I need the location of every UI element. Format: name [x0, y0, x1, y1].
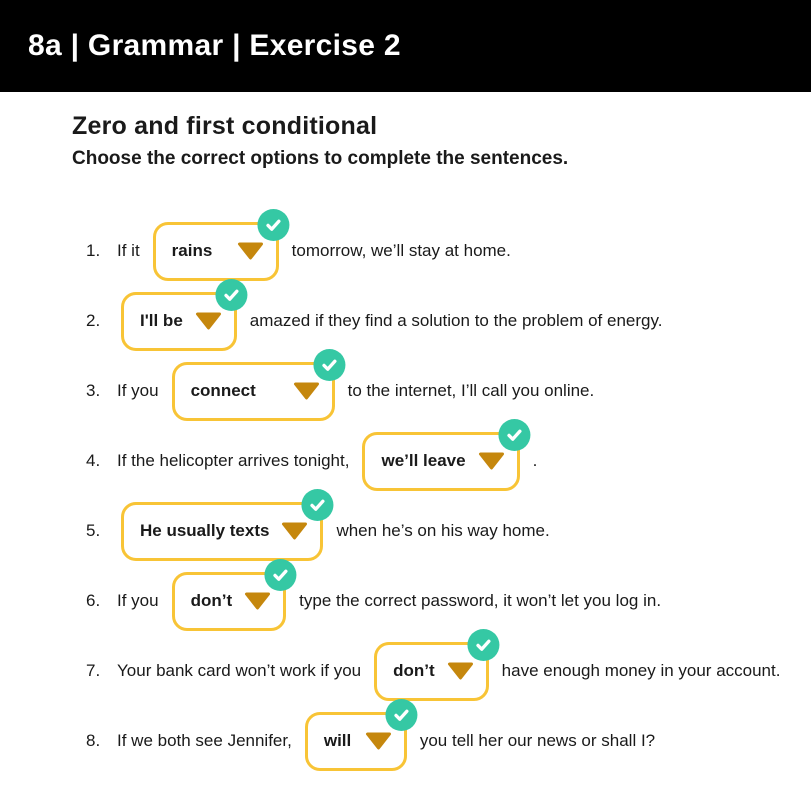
- question-row: [86, 496, 811, 566]
- exercise-content: [0, 92, 811, 776]
- question-number: 8.: [86, 731, 101, 750]
- answer-label: we’ll leave: [381, 451, 466, 470]
- dropdown-arrow-icon: [281, 522, 308, 540]
- sentence-post-text: when he’s on his way home.: [336, 521, 550, 540]
- question-number: 3.: [86, 381, 101, 400]
- check-icon: [221, 285, 241, 305]
- page-title: Zero and first conditional: [72, 112, 378, 140]
- dropdown-arrow-icon: [478, 452, 505, 470]
- question-number: 5.: [86, 521, 101, 540]
- sentence-pre-text: If you: [117, 381, 159, 400]
- question-row: [86, 426, 811, 496]
- sentence-pre-text: Your bank card won’t work if you: [117, 661, 362, 680]
- correct-badge: [313, 349, 345, 381]
- sentence-pre-text: If you: [117, 591, 159, 610]
- check-icon: [308, 495, 328, 515]
- correct-badge: [385, 699, 417, 731]
- check-icon: [473, 635, 493, 655]
- answer-dropdown[interactable]: [121, 502, 323, 561]
- dropdown-arrow-icon: [237, 242, 264, 260]
- correct-badge: [257, 209, 289, 241]
- question-row: [86, 286, 811, 356]
- question-row: [86, 636, 811, 706]
- check-icon: [504, 425, 524, 445]
- check-icon: [271, 565, 291, 585]
- instructions-text: Choose the correct options to complete the sentences.: [72, 148, 569, 169]
- question-number: 4.: [86, 451, 101, 470]
- header-title: 8a | Grammar | Exercise 2: [28, 29, 401, 62]
- dropdown-arrow-icon: [365, 732, 392, 750]
- sentence-post-text: to the internet, I’ll call you online.: [347, 381, 595, 400]
- question-number: 7.: [86, 661, 101, 680]
- header-bar: [0, 0, 811, 92]
- correct-badge: [302, 489, 334, 521]
- question-number: 6.: [86, 591, 101, 610]
- sentence-pre-text: If the helicopter arrives tonight,: [117, 451, 350, 470]
- sentence-post-text: you tell her our news or shall I?: [419, 731, 656, 750]
- check-icon: [391, 705, 411, 725]
- answer-dropdown[interactable]: [374, 642, 489, 701]
- question-row: [86, 356, 811, 426]
- sentence-post-text: have enough money in your account.: [501, 661, 781, 680]
- sentence-post-text: tomorrow, we’ll stay at home.: [291, 241, 511, 260]
- question-number: 1.: [86, 241, 101, 260]
- answer-label: I'll be: [140, 311, 183, 330]
- dropdown-arrow-icon: [244, 592, 271, 610]
- question-row: [86, 216, 811, 286]
- dropdown-arrow-icon: [195, 312, 222, 330]
- answer-label: don’t: [393, 661, 435, 680]
- sentence-post-text: type the correct password, it won’t let you log in.: [299, 591, 662, 610]
- correct-badge: [498, 419, 530, 451]
- answer-label: don’t: [190, 591, 233, 610]
- question-row: [86, 706, 811, 776]
- dropdown-arrow-icon: [447, 662, 474, 680]
- dropdown-arrow-icon: [293, 382, 320, 400]
- answer-label: will: [323, 731, 352, 750]
- question-row: [86, 566, 811, 636]
- sentence-post-text: amazed if they find a solution to the problem of energy.: [249, 311, 663, 330]
- correct-badge: [215, 279, 247, 311]
- question-list: [86, 216, 811, 776]
- correct-badge: [467, 629, 499, 661]
- answer-label: rains: [171, 241, 213, 260]
- answer-label: He usually texts: [140, 521, 270, 540]
- answer-dropdown[interactable]: [172, 572, 287, 631]
- answer-dropdown[interactable]: [121, 292, 237, 351]
- question-number: 2.: [86, 311, 101, 330]
- answer-dropdown[interactable]: [305, 712, 407, 771]
- answer-dropdown[interactable]: [172, 362, 335, 421]
- check-icon: [319, 355, 339, 375]
- check-icon: [263, 215, 283, 235]
- answer-label: connect: [190, 381, 256, 400]
- sentence-pre-text: If it: [117, 241, 140, 260]
- answer-dropdown[interactable]: [153, 222, 279, 281]
- sentence-post-text: .: [532, 451, 538, 470]
- correct-badge: [265, 559, 297, 591]
- sentence-pre-text: If we both see Jennifer,: [117, 731, 292, 750]
- answer-dropdown[interactable]: [362, 432, 519, 491]
